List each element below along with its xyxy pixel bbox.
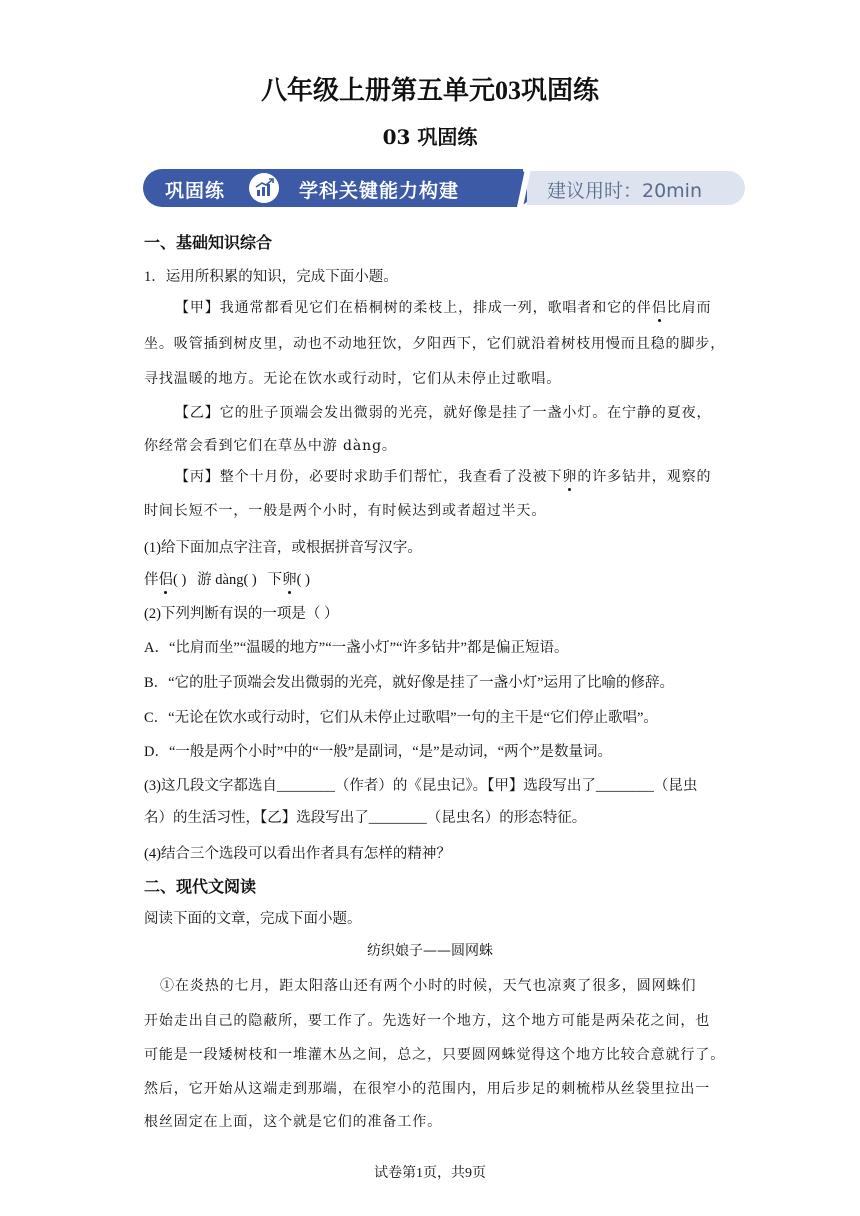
- q1-3-line2: 名）的生活习性，【乙】选段写出了________（昆虫名）的形态特征。: [144, 810, 587, 826]
- banner-label-left: 巩固练: [165, 180, 226, 202]
- article-line5: 根丝固定在上面，这个就是它们的准备工作。: [144, 1114, 442, 1130]
- chart-growth-icon: [249, 173, 279, 203]
- q1-1-blanks: 伴侣( ) 游 dàng( ) 下卵( ): [144, 568, 310, 589]
- article-line3: 可能是一段矮树枝和一堆灌木丛之间，总之，只要圆网蛛觉得这个地方比较合意就行了。: [144, 1047, 726, 1063]
- jia-line3: 寻找温暖的地方。无论在饮水或行动时，它们从未停止过歌唱。: [144, 371, 562, 387]
- q1-2: (2)下列判断有误的一项是（ ）: [144, 606, 339, 622]
- section1-heading: 一、基础知识综合: [144, 233, 273, 252]
- q1-1: (1)给下面加点字注音，或根据拼音写汉字。: [144, 540, 422, 556]
- banner-time-label: 建议用时：20min: [547, 180, 703, 202]
- article-title: 纺织娘子——圆网蛛: [367, 943, 493, 959]
- jia-line2: 坐。吸管插到树皮里，动也不动地狂饮，夕阳西下，它们就沿着树枝用慢而且稳的脚步，: [144, 336, 726, 352]
- section-banner: [143, 169, 745, 207]
- article-line4: 然后，它开始从这端走到那端，在很窄小的范围内，用后步足的刺梳栉从丝袋里拉出一: [144, 1081, 711, 1097]
- article-line1: ①在炎热的七月，距太阳落山还有两个小时的时候，天气也凉爽了很多，圆网蛛们: [160, 978, 697, 994]
- yi-line2: 你经常会看到它们在草丛中游 dàng。: [144, 438, 397, 454]
- bing-line2: 时间长短不一，一般是两个小时，有时候达到或者超过半天。: [144, 503, 547, 519]
- option-b: B．“它的肚子顶端会发出微弱的光亮，就好像是挂了一盏小灯”运用了比喻的修辞。: [144, 675, 675, 691]
- yi-line1: 【乙】它的肚子顶端会发出微弱的光亮，就好像是挂了一盏小灯。在宁静的夏夜，: [175, 405, 712, 421]
- q1-intro: 1．运用所积累的知识，完成下面小题。: [144, 269, 398, 285]
- page-title: 八年级上册第五单元03巩固练: [260, 76, 599, 105]
- reading-intro: 阅读下面的文章，完成下面小题。: [144, 911, 362, 927]
- bing-line1: 【丙】整个十月份，必要时求助手们帮忙，我查看了没被下卵的许多钻井，观察的: [175, 466, 711, 486]
- jia-line1: 【甲】我通常都看见它们在梧桐树的柔枝上，排成一列，歌唱者和它的伴侣比肩而: [175, 297, 711, 317]
- q1-3-line1: (3)这几段文字都选自________（作者）的《昆虫记》。【甲】选段写出了________（昆虫: [144, 778, 698, 794]
- option-d: D．“一般是两个小时”中的“一般”是副词，“是”是动词，“两个”是数量词。: [144, 744, 612, 760]
- q1-4: (4)结合三个选段可以看出作者具有怎样的精神？: [144, 846, 451, 862]
- article-line2: 开始走出自己的隐蔽所，要工作了。先选好一个地方，这个地方可能是两朵花之间，也: [144, 1013, 711, 1029]
- option-c: C．“无论在饮水或行动时，它们从未停止过歌唱”一句的主干是“它们停止歌唱”。: [144, 710, 658, 726]
- page-footer: 试卷第1页，共9页: [374, 1166, 486, 1181]
- section2-heading: 二、现代文阅读: [144, 877, 257, 896]
- option-a: A．“比肩而坐”“温暖的地方”“一盏小灯”“许多钻井”都是偏正短语。: [144, 640, 569, 656]
- page-subtitle: 03 巩固练: [382, 125, 478, 149]
- banner-label-middle: 学科关键能力构建: [299, 180, 460, 202]
